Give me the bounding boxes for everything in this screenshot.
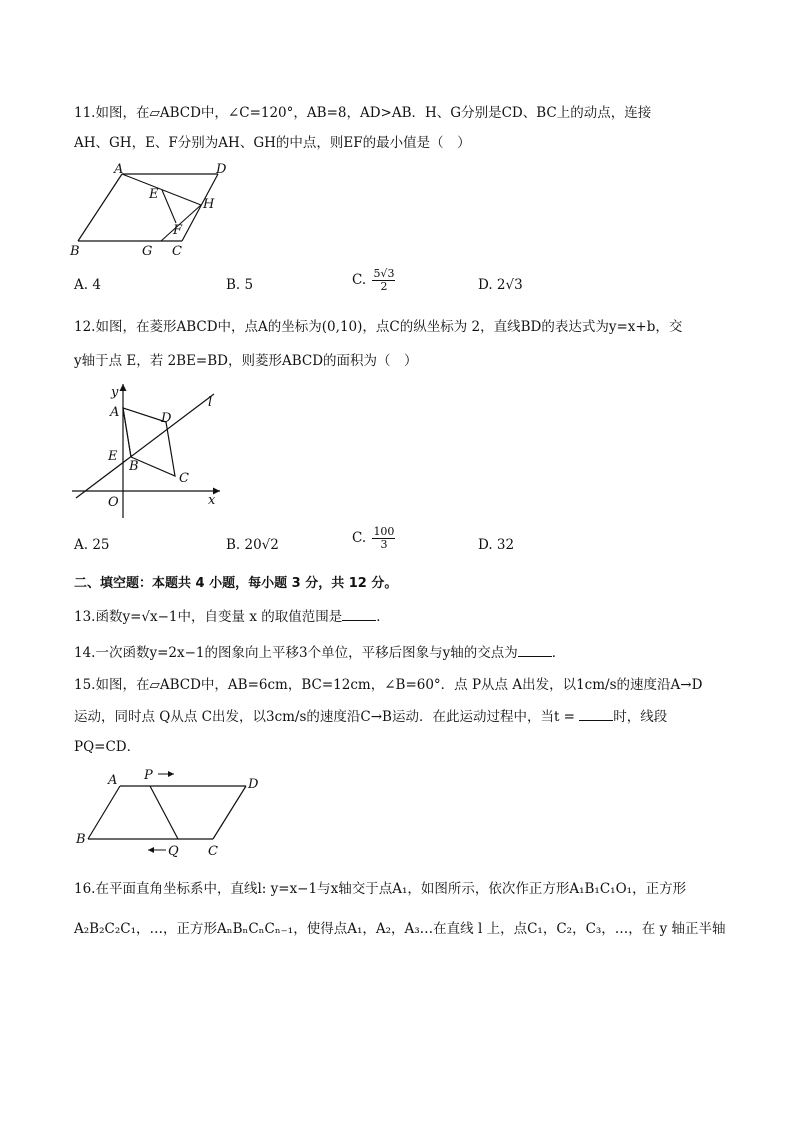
q12-option-a: A. 25: [74, 537, 110, 553]
q12-option-d: D. 32: [478, 537, 515, 553]
q16-line1: 16.在平面直角坐标系中，直线l: y=x−1与x轴交于点A₁，如图所示，依次作正方形A₁B₁C₁O₁，正方形: [74, 881, 687, 897]
q12-label-l: l: [208, 395, 213, 410]
q15-label-B: B: [76, 832, 86, 847]
q11-label-B: B: [70, 244, 80, 259]
q11-label-C: C: [172, 244, 182, 259]
q16-line2: A₂B₂C₂C₁，…，正方形AₙBₙCₙCₙ₋₁，使得点A₁，A₂，A₃…在直线 l 上，点C₁，C₂，C₃，…，在 y 轴正半轴: [74, 921, 726, 937]
q15-parallelogram-figure: [70, 764, 270, 860]
q11-option-b: B. 5: [226, 277, 254, 293]
q13-line: 13.函数y=√x−1中，自变量 x 的取值范围是 ．: [74, 609, 390, 625]
q15-line1: 15.如图，在▱ABCD中，AB=6cm，BC=12cm，∠B=60°．点 P从点 A出发，以1cm/s的速度沿A→D: [74, 677, 703, 693]
q15-label-C: C: [208, 844, 218, 859]
q15-line3: PQ=CD．: [74, 739, 141, 755]
q12-option-c: C. $\frac{100}{3}$: [352, 525, 395, 551]
q12-label-O: O: [108, 495, 119, 510]
q15-label-D: D: [248, 777, 259, 792]
q13-answer-blank[interactable]: [342, 608, 376, 621]
q11-label-D: D: [216, 162, 227, 177]
q12-label-A: A: [110, 405, 120, 420]
q15-label-Q: Q: [168, 844, 179, 859]
q11-label-A: A: [114, 162, 124, 177]
q15-label-P: P: [144, 768, 153, 783]
q12-label-x: x: [208, 493, 216, 508]
q12-label-E: E: [108, 449, 118, 464]
q15-line2: 运动，同时点 Q从点 C出发，以3cm/s的速度沿C→B运动．在此运动过程中，当t = 时，线段: [74, 709, 668, 725]
q11-option-a: A. 4: [74, 277, 101, 293]
q11-label-G: G: [142, 244, 153, 259]
section-heading: 二、填空题：本题共 4 小题，每小题 3 分，共 12 分。: [74, 576, 398, 591]
q11-line1: 11.如图，在▱ABCD中，∠C=120°，AB=8，AD>AB．H、G分别是CD、BC上的动点，连接: [74, 105, 652, 121]
q14-line: 14.一次函数y=2x−1的图象向上平移3个单位，平移后图象与y轴的交点为 ．: [74, 645, 566, 661]
q11-option-d: D. 2√3: [478, 277, 523, 293]
q15-label-A: A: [108, 773, 118, 788]
q12-label-y: y: [111, 385, 119, 400]
q12-line2: y轴于点 E，若 2BE=BD，则菱形ABCD的面积为（ ）: [74, 353, 418, 369]
q11-line2: AH、GH，E、F分别为AH、GH的中点，则EF的最小值是（ ）: [74, 135, 471, 151]
q12-label-C: C: [179, 471, 189, 486]
q14-answer-blank[interactable]: [518, 644, 552, 657]
q15-answer-blank[interactable]: [579, 708, 613, 721]
q11-label-E: E: [149, 187, 159, 202]
q12-option-b: B. 20√2: [226, 537, 279, 553]
q12-label-B: B: [129, 459, 139, 474]
q12-rhombus-coordinate-figure: [66, 378, 236, 518]
q12-line1: 12.如图，在菱形ABCD中，点A的坐标为(0,10)，点C的纵坐标为 2，直线BD的表达式为y=x+b，交: [74, 319, 683, 335]
q11-label-F: F: [173, 223, 183, 238]
q11-option-c: C. $\frac{5√3}{2}$: [352, 267, 395, 293]
q11-parallelogram-figure: [66, 160, 246, 260]
q11-label-H: H: [203, 197, 215, 212]
q12-label-D: D: [161, 411, 172, 426]
